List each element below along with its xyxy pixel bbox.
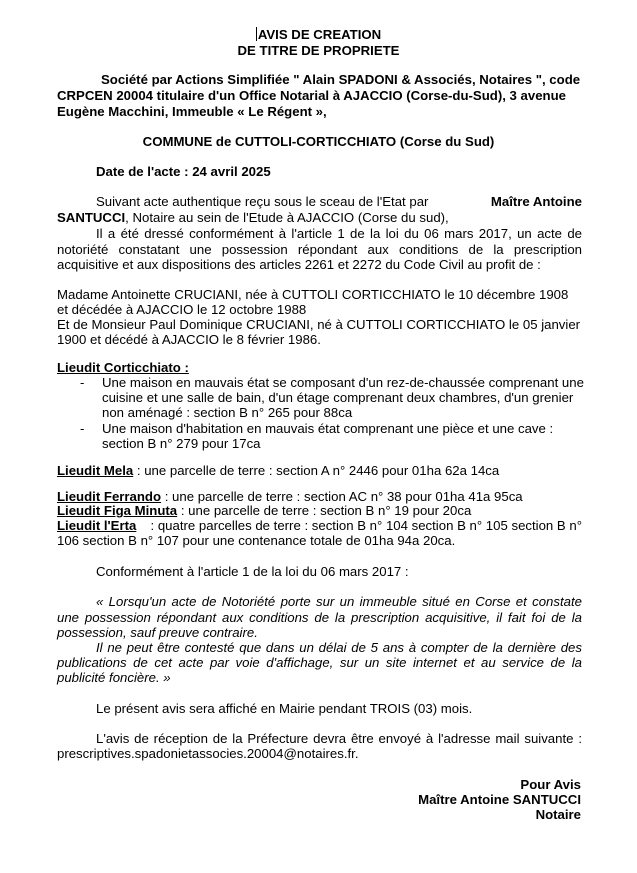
intro-p1-line1: Suivant acte authentique reçu sous le sceau de l'Etat par Maître Antoine: [96, 194, 582, 209]
date-acte: Date de l'acte : 24 avril 2025: [96, 164, 271, 179]
intro-p1-line2: SANTUCCI, Notaire au sein de l'Etude à AJACCIO (Corse du sud),: [57, 210, 449, 225]
signature-pour-avis: Pour Avis: [520, 777, 581, 792]
societe-line3: Eugène Macchini, Immeuble « Le Régent »,: [57, 104, 327, 119]
citation-line3: possession, sauf preuve contraire.: [57, 625, 258, 640]
lieudit-erta-line2: 106 section B n° 107 pour une contenance totale de 01ha 94a 20ca.: [57, 533, 456, 548]
intro-p2-line2: notoriété constatant une possession répondant aux conditions de la prescription: [57, 242, 582, 257]
document-title-line1: AVIS DE CREATION: [257, 27, 382, 42]
lieudit-ferrando: Lieudit Ferrando : une parcelle de terre : section AC n° 38 pour 01ha 41a 95ca: [57, 489, 523, 504]
intro-p2-line1: Il a été dressé conformément à l'article 1 de la loi du 06 mars 2017, un acte de: [96, 226, 582, 241]
lieudit-erta-line1: Lieudit l'Erta : quatre parcelles de terre : section B n° 104 section B n° 105 section B n°: [57, 518, 582, 533]
bullet-dash: -: [80, 421, 85, 436]
corticchiato-item2-line1: Une maison d'habitation en mauvais état comprenant une pièce et une cave :: [102, 421, 554, 436]
citation-line6: publicité foncière. »: [57, 670, 171, 685]
corticchiato-item1-line1: Une maison en mauvais état se composant d'un rez-de-chaussée comprenant une: [102, 375, 584, 390]
citation-line2: une possession répondant aux conditions de la prescription acquisitive, il fait foi de la: [57, 610, 582, 625]
beneficiaire-line3: Et de Monsieur Paul Dominique CRUCIANI, né à CUTTOLI CORTICCHIATO le 05 janvier: [57, 317, 581, 332]
beneficiaire-line4: 1900 et décédé à AJACCIO le 8 février 1986.: [57, 332, 321, 347]
intro-p2-line3: acquisitive et aux dispositions des articles 2261 et 2272 du Code Civil au profit de :: [57, 257, 541, 272]
signature-title: Notaire: [535, 807, 581, 822]
document-title-line2: DE TITRE DE PROPRIETE: [237, 43, 400, 58]
societe-line1: Société par Actions Simplifiée " Alain SPADONI & Associés, Notaires ", code: [101, 72, 581, 87]
lieudit-figa-minuta: Lieudit Figa Minuta : une parcelle de terre : section B n° 19 pour 20ca: [57, 503, 472, 518]
corticchiato-item1-line3: non aménagé : section B n° 265 pour 88ca: [102, 405, 353, 420]
conformement-line: Conformément à l'article 1 de la loi du 06 mars 2017 :: [96, 564, 409, 579]
citation-line5: publications de cet acte par voie d'affichage, sur un site internet et au service de la: [57, 655, 582, 670]
reception-email: prescriptives.spadonietassocies.20004@notaires.fr.: [57, 746, 359, 761]
commune-heading: COMMUNE de CUTTOLI-CORTICCHIATO (Corse du Sud): [142, 134, 495, 149]
citation-line1: « Lorsqu'un acte de Notoriété porte sur un immeuble situé en Corse et constate: [96, 594, 582, 609]
societe-line2: CRPCEN 20004 titulaire d'un Office Notarial à AJACCIO (Corse-du-Sud), 3 avenue: [57, 88, 567, 103]
affichage-line: Le présent avis sera affiché en Mairie pendant TROIS (03) mois.: [96, 701, 473, 716]
beneficiaire-line1: Madame Antoinette CRUCIANI, née à CUTTOLI CORTICCHIATO le 10 décembre 1908: [57, 287, 569, 302]
bullet-dash: -: [80, 375, 85, 390]
corticchiato-item2-line2: section B n° 279 pour 17ca: [102, 436, 261, 451]
corticchiato-item1-line2: cuisine et une salle de bain, d'un étage comprenant deux chambres, d'un grenier: [102, 390, 574, 405]
text-cursor: [256, 27, 257, 41]
citation-line4: Il ne peut être contesté que dans un délai de 5 ans à compter de la dernière des: [96, 640, 582, 655]
reception-line1: L'avis de réception de la Préfecture devra être envoyé à l'adresse mail suivante :: [96, 731, 582, 746]
lieudit-mela: Lieudit Mela : une parcelle de terre : section A n° 2446 pour 01ha 62a 14ca: [57, 463, 500, 478]
beneficiaire-line2: et décédée à AJACCIO le 12 octobre 1988: [57, 302, 307, 317]
lieudit-corticchiato-heading: Lieudit Corticchiato :: [57, 360, 189, 375]
signature-notaire-name: Maître Antoine SANTUCCI: [418, 792, 581, 807]
